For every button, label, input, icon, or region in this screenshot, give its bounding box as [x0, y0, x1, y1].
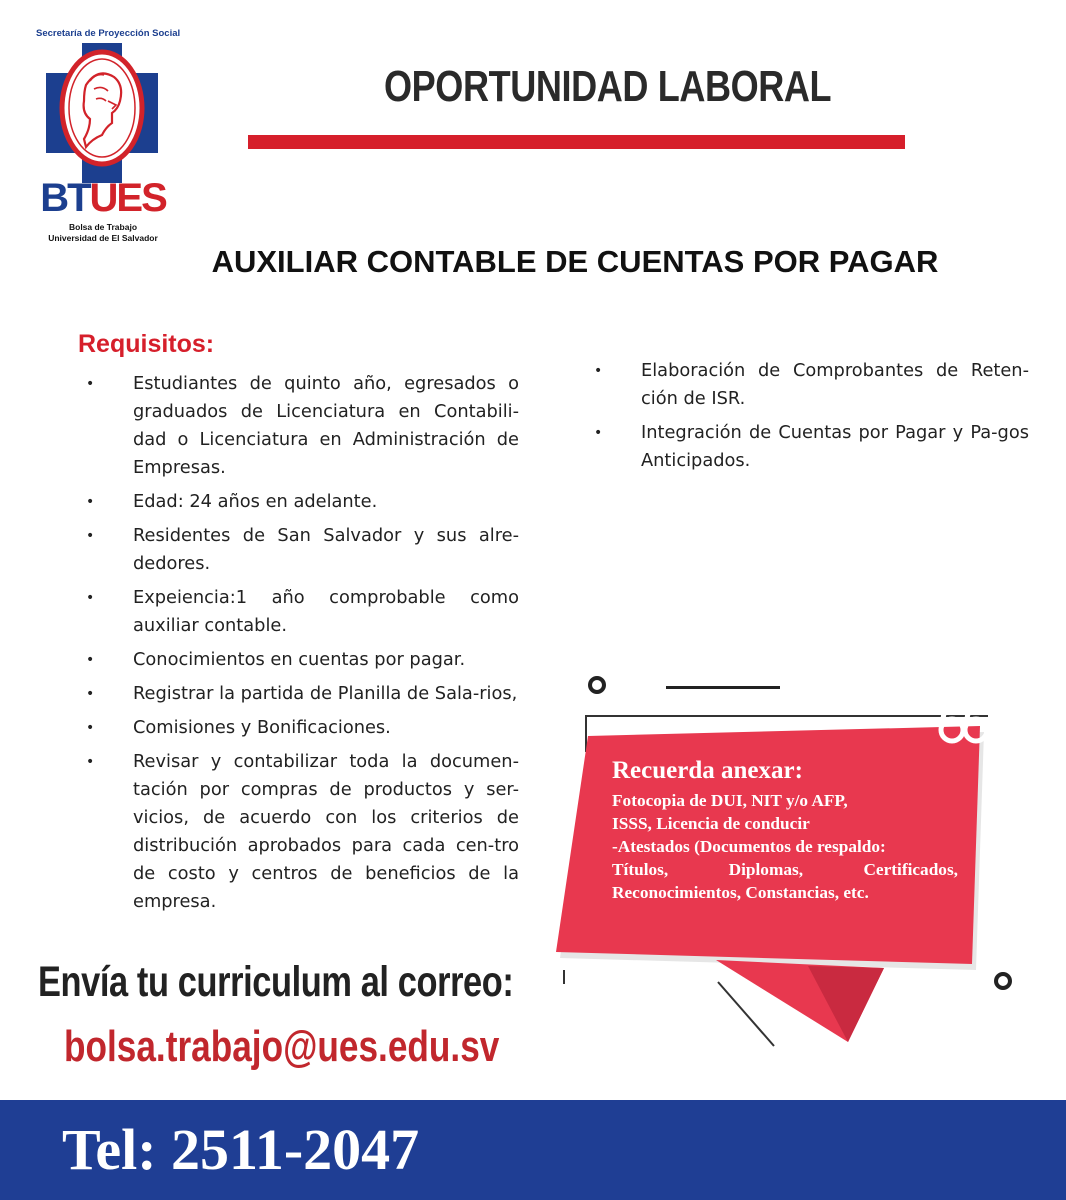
reminder-line: Fotocopia de DUI, NIT y/o AFP, [612, 791, 848, 810]
logo-top-text: Secretaría de Proyección Social [36, 28, 181, 39]
requirements-list-right [594, 357, 1029, 481]
requirement-text: Estudiantes de quinto año, egresados o graduados de Licenciatura en Contabili-dad o Licenciatura en Administración de Empresas. [133, 373, 519, 478]
requirement-item [86, 646, 519, 674]
quote-close-icon [936, 700, 992, 746]
logo-brand [36, 176, 170, 220]
logo-subtitle-2: Universidad de El Salvador [48, 233, 158, 243]
requirement-text: Elaboración de Comprobantes de Reten-ción de ISR. [641, 360, 1029, 409]
bullet-icon: • [86, 494, 95, 510]
logo-brand-bt: BT [40, 176, 90, 220]
bullet-icon: • [86, 686, 95, 702]
job-title: AUXILIAR CONTABLE DE CUENTAS POR PAGAR [211, 244, 939, 279]
reminder-line: ISSS, Licencia de conducir [612, 814, 810, 833]
bullet-icon: • [86, 754, 95, 770]
requirement-item [594, 357, 1029, 413]
reminder-title: Recuerda anexar: [612, 757, 803, 784]
reminder-line: Reconocimientos, Constancias, etc. [612, 883, 869, 902]
decor-circle-right [994, 972, 1012, 990]
bullet-icon: • [86, 652, 95, 668]
requirement-text: Expeiencia:1 año comprobable como auxiliar contable. [133, 587, 519, 636]
reminder-body [612, 789, 958, 904]
requirement-item [86, 714, 519, 742]
requirement-item [86, 680, 519, 708]
bullet-icon: • [86, 720, 95, 736]
requirement-item [86, 488, 519, 516]
requirement-item [594, 419, 1029, 475]
requirement-text: Revisar y contabilizar toda la documen-tación por compras de productos y ser-vicios, de acuerdo con los criterios de distribución aprobados para cada cen-tro de costo y centros de beneficios de la empresa. [133, 751, 519, 912]
contact-phone: Tel: 2511-2047 [62, 1117, 420, 1182]
requirement-text: Conocimientos en cuentas por pagar. [133, 649, 466, 670]
requirement-item [86, 584, 519, 640]
header-title: OPORTUNIDAD LABORAL [384, 62, 832, 111]
logo-brand-ues: UES [89, 176, 166, 220]
bullet-icon: • [594, 363, 603, 379]
quote-open-icon [576, 976, 632, 1022]
requirement-item [86, 748, 519, 916]
requirement-item [86, 522, 519, 578]
bullet-icon: • [86, 590, 95, 606]
requirement-item [86, 370, 519, 482]
requirement-text: Comisiones y Bonificaciones. [133, 717, 391, 738]
reminder-line: Títulos, Diplomas, Certificados, [612, 860, 958, 879]
bullet-icon: • [594, 425, 603, 441]
requirements-list-left [86, 370, 519, 922]
requirement-text: Residentes de San Salvador y sus alre-dedores. [133, 525, 519, 574]
reminder-line: -Atestados (Documentos de respaldo: [612, 837, 886, 856]
bullet-icon: • [86, 376, 95, 392]
contact-email-link[interactable]: bolsa.trabajo@ues.edu.sv [64, 1022, 500, 1071]
cv-instruction: Envía tu curriculum al correo: [38, 958, 514, 1006]
logo-subtitle-1: Bolsa de Trabajo [68, 222, 138, 232]
decor-line-top [666, 686, 780, 689]
decor-circle-top [588, 676, 606, 694]
requirements-heading: Requisitos: [78, 330, 215, 358]
header-divider-bar [248, 135, 905, 149]
btues-logo [36, 28, 181, 243]
requirement-text: Registrar la partida de Planilla de Sala-rios, [133, 683, 518, 704]
university-emblem-icon [46, 43, 158, 183]
bullet-icon: • [86, 528, 95, 544]
requirement-text: Integración de Cuentas por Pagar y Pa-gos Anticipados. [641, 422, 1029, 471]
requirement-text: Edad: 24 años en adelante. [133, 491, 378, 512]
